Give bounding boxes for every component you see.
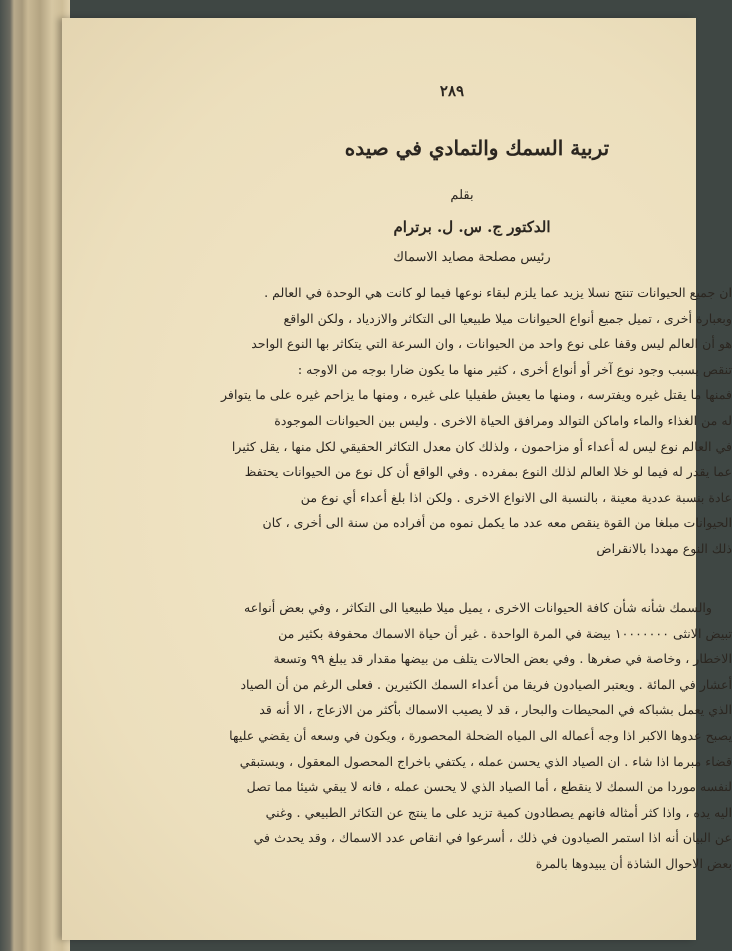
text-line: وبعبارة أخرى ، تميل جميع أنواع الحيوانات ميلا طبيعيا الى التكاثر والازدياد ، ولكن الواقع <box>283 310 732 326</box>
author-position: رئيس مصلحة مصايد الاسماك <box>393 250 551 265</box>
text-line: عادة بنسبة عددية معينة ، بالنسبة الى الانواع الاخرى . ولكن اذا بلغ أعداء أي نوع من <box>300 489 732 505</box>
page-number: ٢٨٩ <box>439 82 465 100</box>
text-line: ذلك النوع مهددا بالانقراض <box>596 540 732 556</box>
article-title: تربية السمك والتمادي في صيده <box>344 136 610 160</box>
text-line: عن البيان أنه اذا استمر الصيادون في ذلك ، أسرعوا في انقاص عدد الاسماك ، وقد يحدث في <box>253 830 732 846</box>
text-line: في العالم نوع ليس له أعداء أو مزاحمون ، ولذلك كان معدل التكاثر الحقيقي لكل منها ، يقل كثيرا <box>231 438 732 454</box>
text-line: الاخطار ، وخاصة في صغرها . وفي بعض الحالات يتلف من بيضها مقدار قد يبلغ ٩٩ وتسعة <box>273 651 732 667</box>
paragraph-1 <box>166 280 732 562</box>
text-line: قضاء مبرما اذا شاء . ان الصياد الذي يحسن عمله ، يكتفي باخراج المحصول المعقول ، ويستبقي <box>239 753 732 769</box>
text-line: يصبح عدوها الاكبر اذا وجه أعماله الى المياه الضحلة المحصورة ، ويكون في وسعه أن يقضي عليها <box>229 727 732 743</box>
text-line: ان جميع الحيوانات تنتج نسلا يزيد عما يلزم لبقاء نوعها فيما لو كانت هي الوحدة في العالم . <box>264 285 732 300</box>
text-line: عما يقدر له فيما لو خلا العالم لذلك النوع بمفرده . وفي الواقع أن كل نوع من الحيوانات يحتفظ <box>244 464 732 480</box>
text-line: له من الغذاء والماء واماكن التوالد ومرافق الحياة الاخرى . وليس بين الحيوانات الموجودة <box>274 412 732 428</box>
text-line: تنقص بسبب وجود نوع آخر أو أنواع أخرى ، كثير منها ما يكون ضارا بوجه من الاوجه : <box>297 361 732 377</box>
text-line: والسمك شأنه شأن كافة الحيوانات الاخرى ، يميل ميلا طبيعيا الى التكاثر ، وفي بعض أنواعه <box>244 600 712 615</box>
text-line: الحيوانات مبلغا من القوة ينقص معه عدد ما يكمل نموه من أفراده من سنة الى أخرى ، كان <box>262 515 732 531</box>
byline-label: بقلم <box>450 188 474 203</box>
text-line: لنفسه موردا من السمك لا ينقطع ، أما الصياد الذي لا يحسن عمله ، فانه لا يبقي شيئا مما تصل <box>246 779 732 795</box>
text-line: الذي يعمل بشباكه في المحيطات والبحار ، قد لا يصيب الاسماك بأكثر من الازعاج ، الا أنه قد <box>259 702 732 718</box>
text-line: تبيض الانثى ١٠٠٠٠٠٠٠ بيضة في المرة الواحدة . غير أن حياة الاسماك محفوفة بكثير من <box>278 625 732 641</box>
text-line: اليه يده ، واذا كثر أمثاله فانهم يصطادون كمية تزيد على ما ينتج عن التكاثر الطبيعي . وغني <box>265 804 732 820</box>
document-page <box>62 18 732 940</box>
text-line: هو أن العالم ليس وقفا على نوع واحد من الحيوانات ، وان السرعة التي يتكاثر بها النوع الواحد <box>251 336 732 352</box>
text-line: أعشار في المائة . ويعتبر الصيادون فريقا من أعداء السمك الكثيرين . فعلى الرغم من أن الصياد <box>240 676 732 692</box>
text-line: بعض الاحوال الشاذة أن يبيدوها بالمرة <box>535 855 732 871</box>
text-line: فمنها ما يقتل غيره ويفترسه ، ومنها ما يعيش طفيليا على غيره ، ومنها ما يزاحم غيره على ما يتوافر <box>220 387 732 403</box>
author-name: الدكتور ج. س. ل. برترام <box>393 218 551 236</box>
paragraph-2 <box>166 595 732 877</box>
book-page-edges <box>0 0 70 951</box>
